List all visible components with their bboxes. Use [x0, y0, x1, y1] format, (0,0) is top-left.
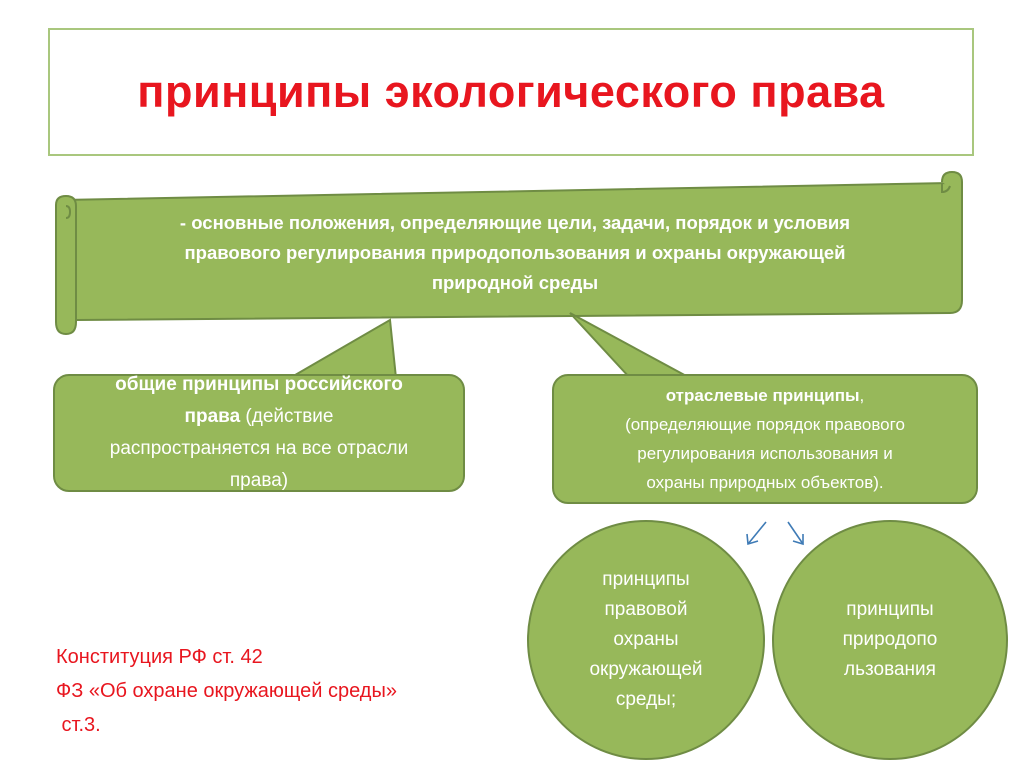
page-title: принципы экологического права — [137, 66, 885, 117]
circle-line: охраны — [613, 629, 679, 650]
circle-line: льзования — [844, 659, 936, 680]
branch-principles-line: регулирования использования и — [637, 444, 893, 463]
nature-use-circle — [772, 520, 1008, 760]
arrow-left-icon — [747, 522, 766, 544]
branch-principles-line: (определяющие порядок правового — [625, 415, 905, 434]
circle-line: среды; — [615, 689, 677, 710]
definition-line: природной среды — [431, 272, 599, 293]
circle-line: принципы — [846, 599, 934, 620]
circle-line: принципы — [602, 569, 690, 590]
environmental-protection-circle — [527, 520, 765, 760]
circle-line: окружающей — [589, 659, 703, 680]
legal-ref-line: Конституция РФ ст. 42 — [56, 646, 263, 668]
branch-principles-heading: отраслевые принципы — [665, 386, 860, 405]
branch-principles-box — [552, 374, 978, 504]
legal-ref-line: ФЗ «Об охране окружающей среды» — [56, 680, 397, 702]
legal-ref-line: ст.3. — [56, 714, 101, 736]
general-principles-note-line: права) — [229, 470, 289, 491]
legal-references — [56, 640, 536, 742]
general-principles-note: (действие — [240, 406, 334, 427]
general-principles-heading-cont: права — [184, 406, 241, 427]
branch-callout-pointer — [570, 313, 690, 378]
arrow-right-icon — [788, 522, 803, 544]
branch-principles-line: охраны природных объектов). — [646, 473, 884, 492]
definition-text — [90, 208, 940, 298]
general-principles-box — [53, 374, 465, 492]
general-principles-note-line: распространяется на все отрасли — [109, 438, 409, 459]
definition-line: правового регулирования природопользования и охраны окружающей — [184, 242, 846, 263]
circle-line: правовой — [604, 599, 688, 620]
circle-line: природопо — [842, 629, 938, 650]
definition-line: - основные положения, определяющие цели, задачи, порядок и условия — [179, 212, 851, 233]
general-principles-heading: общие принципы российского — [115, 374, 403, 395]
branch-principles-comma: , — [859, 386, 865, 405]
